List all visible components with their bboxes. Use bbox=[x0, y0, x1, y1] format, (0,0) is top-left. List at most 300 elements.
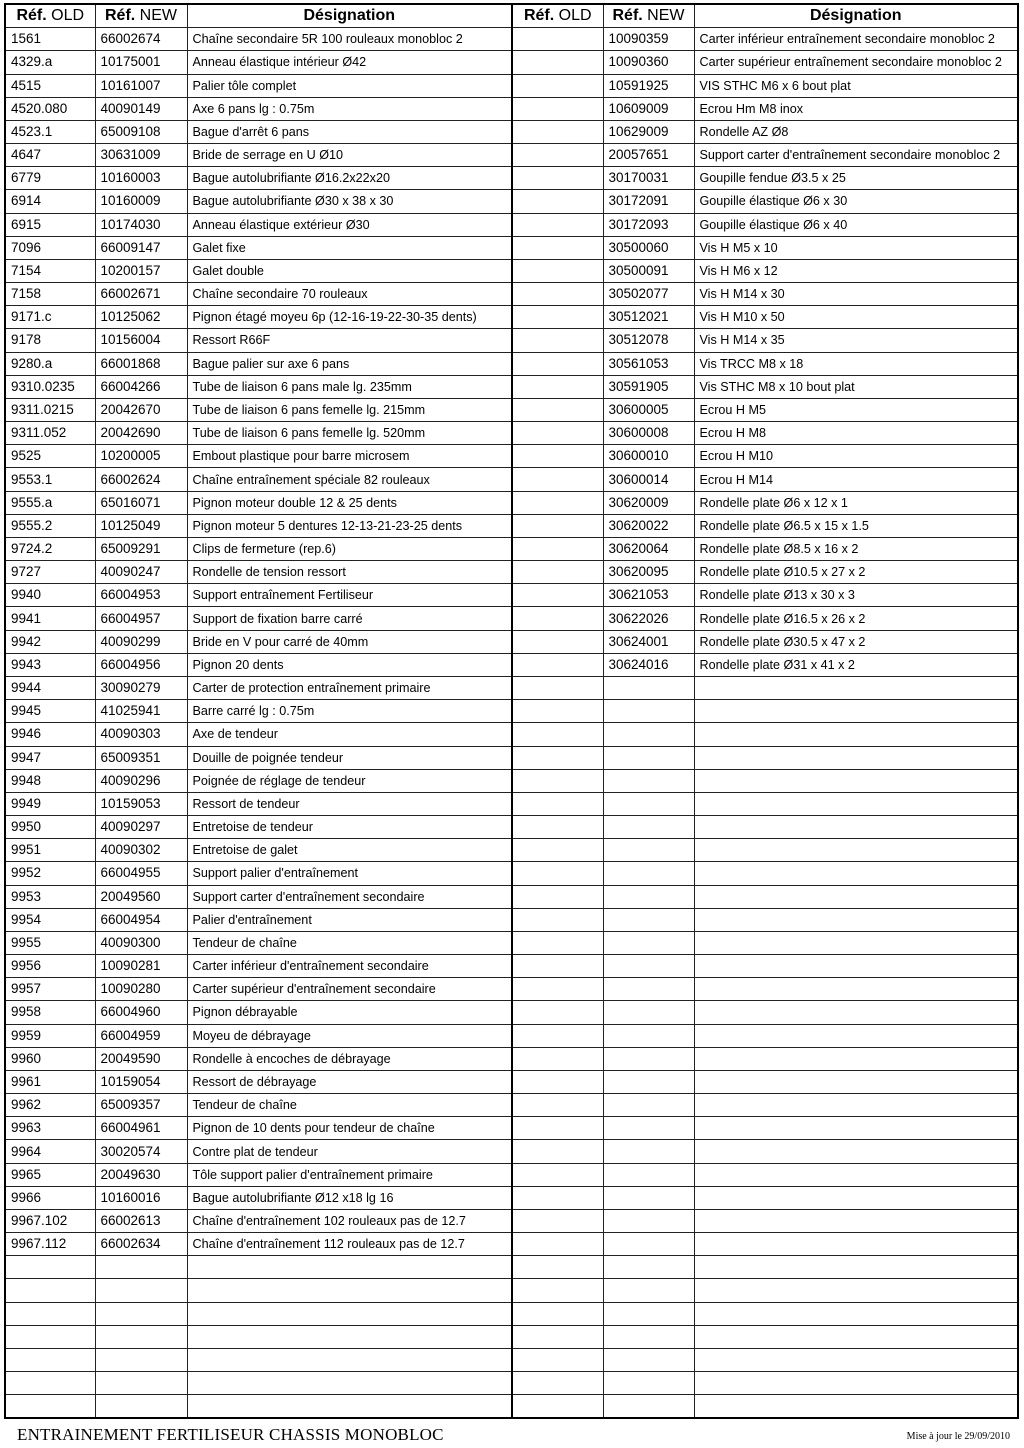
ref-new-cell bbox=[603, 1186, 694, 1209]
ref-new-cell: 10160003 bbox=[95, 167, 187, 190]
ref-new-cell bbox=[603, 862, 694, 885]
ref-new-cell: 30620095 bbox=[603, 561, 694, 584]
ref-old-cell bbox=[512, 885, 603, 908]
ref-new-cell: 10125062 bbox=[95, 306, 187, 329]
designation-cell: Tôle support palier d'entraînement primaire bbox=[187, 1163, 512, 1186]
designation-cell: Bride en V pour carré de 40mm bbox=[187, 630, 512, 653]
ref-new-cell: 40090300 bbox=[95, 931, 187, 954]
ref-old-cell bbox=[512, 190, 603, 213]
ref-old-cell: 9967.112 bbox=[5, 1233, 95, 1256]
table-row bbox=[5, 862, 1018, 885]
designation-cell: Ecrou H M14 bbox=[694, 468, 1018, 491]
ref-new-cell: 10591925 bbox=[603, 74, 694, 97]
designation-cell: Bague autolubrifiante Ø12 x18 lg 16 bbox=[187, 1186, 512, 1209]
ref-new-cell bbox=[603, 746, 694, 769]
ref-old-cell bbox=[512, 468, 603, 491]
ref-new-cell: 66002624 bbox=[95, 468, 187, 491]
designation-cell: Vis H M6 x 12 bbox=[694, 259, 1018, 282]
ref-old-cell bbox=[512, 306, 603, 329]
ref-new-cell: 10160016 bbox=[95, 1186, 187, 1209]
table-row bbox=[5, 1395, 1018, 1419]
designation-cell: Entretoise de tendeur bbox=[187, 816, 512, 839]
ref-old-cell bbox=[512, 978, 603, 1001]
designation-cell: Rondelle AZ Ø8 bbox=[694, 120, 1018, 143]
table-row bbox=[5, 955, 1018, 978]
ref-old-cell bbox=[512, 445, 603, 468]
designation-cell: Pignon moteur double 12 & 25 dents bbox=[187, 491, 512, 514]
header-row bbox=[5, 4, 1018, 28]
ref-new-cell bbox=[603, 1001, 694, 1024]
ref-new-cell bbox=[603, 1163, 694, 1186]
ref-old-cell: 9963 bbox=[5, 1117, 95, 1140]
ref-old-cell: 9171.c bbox=[5, 306, 95, 329]
ref-new-cell: 66004955 bbox=[95, 862, 187, 885]
table-row bbox=[5, 144, 1018, 167]
ref-new-cell bbox=[95, 1256, 187, 1279]
designation-cell bbox=[694, 1140, 1018, 1163]
table-row bbox=[5, 97, 1018, 120]
ref-new-cell: 66004954 bbox=[95, 908, 187, 931]
ref-old-cell bbox=[512, 213, 603, 236]
ref-old-cell bbox=[512, 514, 603, 537]
ref-old-cell: 9553.1 bbox=[5, 468, 95, 491]
designation-cell: Pignon 20 dents bbox=[187, 653, 512, 676]
designation-cell: Chaîne entraînement spéciale 82 rouleaux bbox=[187, 468, 512, 491]
header-designation: Désignation bbox=[187, 4, 512, 28]
ref-new-cell: 30621053 bbox=[603, 584, 694, 607]
designation-cell bbox=[694, 931, 1018, 954]
ref-new-cell: 10200157 bbox=[95, 259, 187, 282]
designation-cell: Bague autolubrifiante Ø16.2x22x20 bbox=[187, 167, 512, 190]
table-row bbox=[5, 908, 1018, 931]
designation-cell: Ecrou H M10 bbox=[694, 445, 1018, 468]
designation-cell: Embout plastique pour barre microsem bbox=[187, 445, 512, 468]
table-row bbox=[5, 1163, 1018, 1186]
ref-new-cell bbox=[95, 1279, 187, 1302]
ref-new-cell: 30624016 bbox=[603, 653, 694, 676]
designation-cell bbox=[187, 1348, 512, 1371]
ref-new-cell: 66009147 bbox=[95, 236, 187, 259]
designation-cell bbox=[694, 792, 1018, 815]
ref-old-cell bbox=[512, 1348, 603, 1371]
table-row bbox=[5, 676, 1018, 699]
designation-cell: Rondelle plate Ø6.5 x 15 x 1.5 bbox=[694, 514, 1018, 537]
designation-cell: Support carter d'entraînement secondaire monobloc 2 bbox=[694, 144, 1018, 167]
ref-old-cell: 9951 bbox=[5, 839, 95, 862]
table-row bbox=[5, 1070, 1018, 1093]
ref-old-cell: 9280.a bbox=[5, 352, 95, 375]
ref-new-cell: 30170031 bbox=[603, 167, 694, 190]
designation-cell bbox=[694, 1348, 1018, 1371]
ref-new-cell: 10200005 bbox=[95, 445, 187, 468]
ref-new-cell bbox=[603, 769, 694, 792]
ref-old-cell bbox=[512, 74, 603, 97]
designation-cell: Chaîne d'entraînement 112 rouleaux pas de 12.7 bbox=[187, 1233, 512, 1256]
ref-new-cell: 20057651 bbox=[603, 144, 694, 167]
ref-new-cell: 66004961 bbox=[95, 1117, 187, 1140]
table-row bbox=[5, 607, 1018, 630]
designation-cell: Bague palier sur axe 6 pans bbox=[187, 352, 512, 375]
table-row bbox=[5, 213, 1018, 236]
designation-cell: Rondelle à encoches de débrayage bbox=[187, 1047, 512, 1070]
ref-old-cell: 9311.052 bbox=[5, 422, 95, 445]
ref-new-cell bbox=[603, 700, 694, 723]
designation-cell bbox=[694, 1302, 1018, 1325]
designation-cell bbox=[694, 1001, 1018, 1024]
ref-old-cell bbox=[5, 1325, 95, 1348]
designation-cell: Palier tôle complet bbox=[187, 74, 512, 97]
designation-cell bbox=[694, 1372, 1018, 1395]
designation-cell: Anneau élastique intérieur Ø42 bbox=[187, 51, 512, 74]
update-date: Mise à jour le 29/09/2010 bbox=[906, 1431, 1010, 1442]
table-row bbox=[5, 978, 1018, 1001]
table-row bbox=[5, 630, 1018, 653]
designation-cell: Clips de fermeture (rep.6) bbox=[187, 537, 512, 560]
designation-cell bbox=[694, 1094, 1018, 1117]
designation-cell: Support palier d'entraînement bbox=[187, 862, 512, 885]
header-ref-old-2: Réf. OLD bbox=[512, 4, 603, 28]
designation-cell bbox=[694, 1186, 1018, 1209]
ref-old-cell: 9956 bbox=[5, 955, 95, 978]
designation-cell: Tendeur de chaîne bbox=[187, 1094, 512, 1117]
table-row bbox=[5, 283, 1018, 306]
ref-old-cell: 9941 bbox=[5, 607, 95, 630]
table-row bbox=[5, 653, 1018, 676]
designation-cell bbox=[694, 816, 1018, 839]
ref-old-cell bbox=[512, 723, 603, 746]
ref-old-cell bbox=[512, 1140, 603, 1163]
ref-old-cell: 7096 bbox=[5, 236, 95, 259]
designation-cell: Carter de protection entraînement primaire bbox=[187, 676, 512, 699]
ref-old-cell bbox=[512, 167, 603, 190]
ref-new-cell: 66001868 bbox=[95, 352, 187, 375]
designation-cell bbox=[187, 1279, 512, 1302]
table-row bbox=[5, 839, 1018, 862]
ref-new-cell: 66004266 bbox=[95, 375, 187, 398]
table-row bbox=[5, 1001, 1018, 1024]
designation-cell bbox=[694, 1325, 1018, 1348]
ref-old-cell bbox=[512, 931, 603, 954]
ref-old-cell bbox=[512, 1001, 603, 1024]
table-row bbox=[5, 74, 1018, 97]
ref-new-cell: 30020574 bbox=[95, 1140, 187, 1163]
table-row bbox=[5, 491, 1018, 514]
table-row bbox=[5, 885, 1018, 908]
ref-old-cell bbox=[5, 1348, 95, 1371]
ref-new-cell: 10174030 bbox=[95, 213, 187, 236]
table-row bbox=[5, 1047, 1018, 1070]
ref-old-cell: 4515 bbox=[5, 74, 95, 97]
ref-new-cell: 30512021 bbox=[603, 306, 694, 329]
ref-old-cell: 9940 bbox=[5, 584, 95, 607]
table-row bbox=[5, 1256, 1018, 1279]
ref-old-cell bbox=[5, 1256, 95, 1279]
designation-cell: Pignon débrayable bbox=[187, 1001, 512, 1024]
ref-new-cell: 30561053 bbox=[603, 352, 694, 375]
table-row bbox=[5, 236, 1018, 259]
table-row bbox=[5, 746, 1018, 769]
ref-old-cell bbox=[512, 375, 603, 398]
designation-cell bbox=[187, 1395, 512, 1419]
header-ref-new: Réf. NEW bbox=[95, 4, 187, 28]
ref-new-cell: 10090280 bbox=[95, 978, 187, 1001]
designation-cell: Tube de liaison 6 pans male lg. 235mm bbox=[187, 375, 512, 398]
header-ref-new-2: Réf. NEW bbox=[603, 4, 694, 28]
ref-new-cell: 41025941 bbox=[95, 700, 187, 723]
designation-cell: Pignon de 10 dents pour tendeur de chaîne bbox=[187, 1117, 512, 1140]
ref-old-cell bbox=[512, 28, 603, 51]
ref-new-cell: 10125049 bbox=[95, 514, 187, 537]
ref-old-cell bbox=[5, 1279, 95, 1302]
table-row bbox=[5, 1302, 1018, 1325]
ref-new-cell bbox=[603, 1325, 694, 1348]
ref-new-cell bbox=[603, 1279, 694, 1302]
designation-cell: Galet fixe bbox=[187, 236, 512, 259]
designation-cell: Ressort R66F bbox=[187, 329, 512, 352]
designation-cell: Carter supérieur d'entraînement secondaire bbox=[187, 978, 512, 1001]
ref-new-cell bbox=[603, 1372, 694, 1395]
ref-old-cell bbox=[512, 236, 603, 259]
designation-cell: Moyeu de débrayage bbox=[187, 1024, 512, 1047]
ref-old-cell bbox=[512, 584, 603, 607]
header-ref-old: Réf. OLD bbox=[5, 4, 95, 28]
ref-old-cell bbox=[512, 422, 603, 445]
ref-old-cell: 4523.1 bbox=[5, 120, 95, 143]
ref-new-cell bbox=[603, 1233, 694, 1256]
ref-old-cell bbox=[512, 1163, 603, 1186]
ref-old-cell bbox=[512, 1302, 603, 1325]
designation-cell bbox=[694, 700, 1018, 723]
ref-old-cell bbox=[512, 816, 603, 839]
table-row bbox=[5, 816, 1018, 839]
table-row bbox=[5, 723, 1018, 746]
ref-old-cell: 9954 bbox=[5, 908, 95, 931]
ref-old-cell: 9947 bbox=[5, 746, 95, 769]
designation-cell: Support de fixation barre carré bbox=[187, 607, 512, 630]
table-row bbox=[5, 468, 1018, 491]
ref-old-cell: 9961 bbox=[5, 1070, 95, 1093]
designation-cell: Ecrou Hm M8 inox bbox=[694, 97, 1018, 120]
ref-new-cell: 65009357 bbox=[95, 1094, 187, 1117]
ref-new-cell bbox=[603, 839, 694, 862]
designation-cell: Contre plat de tendeur bbox=[187, 1140, 512, 1163]
ref-old-cell: 9960 bbox=[5, 1047, 95, 1070]
ref-new-cell: 30600014 bbox=[603, 468, 694, 491]
ref-new-cell bbox=[603, 1094, 694, 1117]
designation-cell: Carter inférieur d'entraînement secondaire bbox=[187, 955, 512, 978]
designation-cell: Rondelle plate Ø13 x 30 x 3 bbox=[694, 584, 1018, 607]
ref-old-cell: 9958 bbox=[5, 1001, 95, 1024]
designation-cell bbox=[694, 723, 1018, 746]
ref-old-cell bbox=[512, 491, 603, 514]
ref-old-cell: 9945 bbox=[5, 700, 95, 723]
designation-cell: Goupille élastique Ø6 x 30 bbox=[694, 190, 1018, 213]
designation-cell: Tube de liaison 6 pans femelle lg. 215mm bbox=[187, 398, 512, 421]
table-row bbox=[5, 167, 1018, 190]
ref-new-cell bbox=[603, 955, 694, 978]
table-row bbox=[5, 1117, 1018, 1140]
table-row bbox=[5, 1209, 1018, 1232]
designation-cell: Pignon étagé moyeu 6p (12-16-19-22-30-35 dents) bbox=[187, 306, 512, 329]
table-row bbox=[5, 259, 1018, 282]
designation-cell: Chaîne d'entraînement 102 rouleaux pas de 12.7 bbox=[187, 1209, 512, 1232]
ref-old-cell bbox=[512, 1325, 603, 1348]
designation-cell: Rondelle plate Ø31 x 41 x 2 bbox=[694, 653, 1018, 676]
ref-old-cell: 9311.0215 bbox=[5, 398, 95, 421]
designation-cell bbox=[694, 978, 1018, 1001]
ref-new-cell: 30172093 bbox=[603, 213, 694, 236]
ref-old-cell bbox=[512, 700, 603, 723]
designation-cell: Support entraînement Fertiliseur bbox=[187, 584, 512, 607]
ref-new-cell: 66002613 bbox=[95, 1209, 187, 1232]
ref-new-cell: 66004960 bbox=[95, 1001, 187, 1024]
designation-cell bbox=[694, 1024, 1018, 1047]
table-row bbox=[5, 1279, 1018, 1302]
table-row bbox=[5, 1140, 1018, 1163]
ref-old-cell: 9555.a bbox=[5, 491, 95, 514]
designation-cell bbox=[694, 839, 1018, 862]
designation-cell bbox=[694, 885, 1018, 908]
designation-cell: Tube de liaison 6 pans femelle lg. 520mm bbox=[187, 422, 512, 445]
ref-new-cell bbox=[603, 1024, 694, 1047]
ref-old-cell: 9525 bbox=[5, 445, 95, 468]
ref-old-cell bbox=[512, 561, 603, 584]
ref-old-cell bbox=[512, 329, 603, 352]
table-row bbox=[5, 422, 1018, 445]
ref-old-cell bbox=[512, 769, 603, 792]
ref-old-cell bbox=[512, 97, 603, 120]
designation-cell: Vis TRCC M8 x 18 bbox=[694, 352, 1018, 375]
designation-cell: Carter inférieur entraînement secondaire monobloc 2 bbox=[694, 28, 1018, 51]
designation-cell bbox=[694, 1256, 1018, 1279]
ref-old-cell bbox=[512, 908, 603, 931]
designation-cell: Vis H M5 x 10 bbox=[694, 236, 1018, 259]
ref-old-cell: 9310.0235 bbox=[5, 375, 95, 398]
ref-old-cell bbox=[512, 676, 603, 699]
ref-old-cell bbox=[512, 1372, 603, 1395]
ref-old-cell: 4647 bbox=[5, 144, 95, 167]
ref-new-cell bbox=[603, 1348, 694, 1371]
ref-old-cell: 9959 bbox=[5, 1024, 95, 1047]
ref-old-cell bbox=[512, 537, 603, 560]
ref-new-cell: 40090302 bbox=[95, 839, 187, 862]
ref-old-cell: 9950 bbox=[5, 816, 95, 839]
ref-old-cell: 9178 bbox=[5, 329, 95, 352]
ref-new-cell: 30090279 bbox=[95, 676, 187, 699]
ref-old-cell bbox=[512, 746, 603, 769]
ref-old-cell: 9555.2 bbox=[5, 514, 95, 537]
ref-new-cell: 30500060 bbox=[603, 236, 694, 259]
ref-new-cell: 30600005 bbox=[603, 398, 694, 421]
ref-old-cell: 9944 bbox=[5, 676, 95, 699]
designation-cell bbox=[187, 1302, 512, 1325]
table-row bbox=[5, 28, 1018, 51]
ref-old-cell: 9955 bbox=[5, 931, 95, 954]
ref-new-cell bbox=[603, 1140, 694, 1163]
ref-new-cell: 66004959 bbox=[95, 1024, 187, 1047]
table-row bbox=[5, 1024, 1018, 1047]
designation-cell bbox=[694, 1395, 1018, 1419]
designation-cell: Ressort de tendeur bbox=[187, 792, 512, 815]
designation-cell: Bague autolubrifiante Ø30 x 38 x 30 bbox=[187, 190, 512, 213]
ref-new-cell bbox=[95, 1302, 187, 1325]
designation-cell bbox=[694, 1279, 1018, 1302]
ref-old-cell bbox=[512, 1024, 603, 1047]
ref-old-cell bbox=[512, 1094, 603, 1117]
ref-new-cell: 30620022 bbox=[603, 514, 694, 537]
ref-old-cell: 9949 bbox=[5, 792, 95, 815]
ref-new-cell: 40090247 bbox=[95, 561, 187, 584]
ref-new-cell: 30620064 bbox=[603, 537, 694, 560]
table-row bbox=[5, 584, 1018, 607]
ref-new-cell: 40090149 bbox=[95, 97, 187, 120]
table-row bbox=[5, 120, 1018, 143]
ref-old-cell: 9952 bbox=[5, 862, 95, 885]
ref-new-cell: 30600008 bbox=[603, 422, 694, 445]
designation-cell bbox=[187, 1372, 512, 1395]
ref-new-cell: 30622026 bbox=[603, 607, 694, 630]
designation-cell bbox=[694, 1070, 1018, 1093]
ref-new-cell: 66002671 bbox=[95, 283, 187, 306]
parts-table bbox=[4, 3, 1019, 1419]
ref-new-cell bbox=[95, 1372, 187, 1395]
ref-new-cell bbox=[603, 1117, 694, 1140]
designation-cell: Ecrou H M8 bbox=[694, 422, 1018, 445]
designation-cell: Bride de serrage en U Ø10 bbox=[187, 144, 512, 167]
ref-new-cell bbox=[603, 978, 694, 1001]
designation-cell: Douille de poignée tendeur bbox=[187, 746, 512, 769]
ref-old-cell bbox=[512, 955, 603, 978]
ref-new-cell bbox=[603, 792, 694, 815]
ref-old-cell bbox=[512, 1233, 603, 1256]
table-row bbox=[5, 537, 1018, 560]
ref-new-cell bbox=[603, 1256, 694, 1279]
ref-new-cell: 66004953 bbox=[95, 584, 187, 607]
table-row bbox=[5, 1348, 1018, 1371]
table-row bbox=[5, 190, 1018, 213]
ref-new-cell bbox=[95, 1325, 187, 1348]
ref-new-cell: 10160009 bbox=[95, 190, 187, 213]
ref-new-cell: 30500091 bbox=[603, 259, 694, 282]
table-row bbox=[5, 1233, 1018, 1256]
designation-cell bbox=[694, 746, 1018, 769]
ref-new-cell bbox=[603, 885, 694, 908]
designation-cell: Entretoise de galet bbox=[187, 839, 512, 862]
designation-cell: Chaîne secondaire 5R 100 rouleaux monobloc 2 bbox=[187, 28, 512, 51]
designation-cell: VIS STHC M6 x 6 bout plat bbox=[694, 74, 1018, 97]
ref-new-cell: 40090299 bbox=[95, 630, 187, 653]
designation-cell: Barre carré lg : 0.75m bbox=[187, 700, 512, 723]
ref-old-cell: 9942 bbox=[5, 630, 95, 653]
table-row bbox=[5, 1094, 1018, 1117]
ref-new-cell: 65009351 bbox=[95, 746, 187, 769]
ref-new-cell: 10090360 bbox=[603, 51, 694, 74]
designation-cell bbox=[694, 1117, 1018, 1140]
ref-new-cell: 10161007 bbox=[95, 74, 187, 97]
ref-new-cell bbox=[603, 931, 694, 954]
ref-old-cell: 4329.a bbox=[5, 51, 95, 74]
ref-old-cell: 9727 bbox=[5, 561, 95, 584]
ref-old-cell: 9964 bbox=[5, 1140, 95, 1163]
designation-cell: Poignée de réglage de tendeur bbox=[187, 769, 512, 792]
ref-new-cell: 66002634 bbox=[95, 1233, 187, 1256]
designation-cell: Vis STHC M8 x 10 bout plat bbox=[694, 375, 1018, 398]
ref-new-cell bbox=[603, 1302, 694, 1325]
ref-new-cell: 30631009 bbox=[95, 144, 187, 167]
ref-new-cell: 20049560 bbox=[95, 885, 187, 908]
designation-cell: Rondelle plate Ø8.5 x 16 x 2 bbox=[694, 537, 1018, 560]
ref-old-cell: 4520.080 bbox=[5, 97, 95, 120]
